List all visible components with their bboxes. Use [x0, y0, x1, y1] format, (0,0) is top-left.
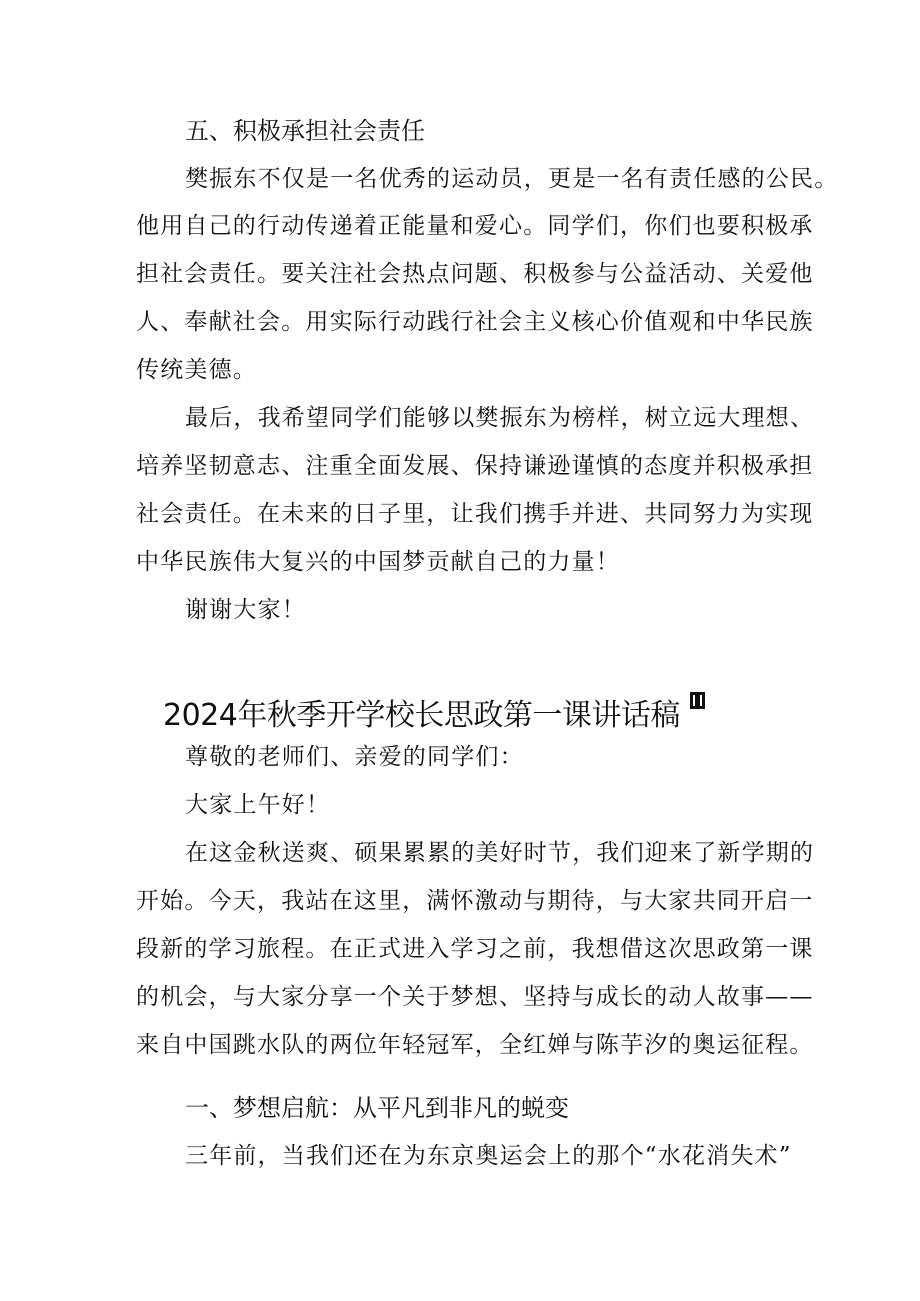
salutation: 尊敬的老师们、亲爱的同学们：: [185, 744, 524, 770]
paragraph-line: 中华民族伟大复兴的中国梦贡献自己的力量！: [136, 549, 620, 575]
paragraph-line: 他用自己的行动传递着正能量和爱心。同学们，你们也要积极承: [136, 213, 814, 239]
paragraph-line: 在这金秋送爽、硕果累累的美好时节，我们迎来了新学期的: [185, 840, 815, 866]
page-title-text: 2024年秋季开学校长思政第一课讲话稿: [163, 698, 680, 733]
paragraph-line: 开始。今天，我站在这里，满怀激动与期待，与大家共同开启一: [136, 888, 814, 914]
paragraph-line: 樊振东不仅是一名优秀的运动员，更是一名有责任感的公民。: [185, 166, 839, 192]
paragraph-line: 段新的学习旅程。在正式进入学习之前，我想借这次思政第一课: [136, 936, 814, 962]
paragraph-line: 担社会责任。要关注社会热点问题、积极参与公益活动、关爱他: [136, 261, 814, 287]
paragraph-line: 人、奉献社会。用实际行动践行社会主义核心价值观和中华民族: [136, 309, 814, 335]
paragraph-line: 三年前，当我们还在为东京奥运会上的那个“水花消失术”: [185, 1143, 792, 1169]
paragraph-line: 的机会，与大家分享一个关于梦想、坚持与成长的动人故事——: [136, 984, 814, 1010]
title-marker-icon: [690, 692, 705, 709]
section-heading: 一、梦想启航：从平凡到非凡的蜕变: [185, 1094, 569, 1122]
paragraph-line: 社会责任。在未来的日子里，让我们携手并进、共同努力为实现: [136, 501, 814, 527]
section-heading: 五、积极承担社会责任: [185, 117, 425, 145]
page-title: [163, 696, 705, 736]
paragraph-line: 最后，我希望同学们能够以樊振东为榜样，树立远大理想、: [185, 405, 815, 431]
paragraph-line: 来自中国跳水队的两位年轻冠军，全红婵与陈芋汐的奥运征程。: [136, 1032, 814, 1058]
paragraph-line: 培养坚韧意志、注重全面发展、保持谦逊谨慎的态度并积极承担: [136, 453, 814, 479]
paragraph-line: 传统美德。: [136, 357, 257, 383]
thanks-line: 谢谢大家！: [185, 597, 306, 623]
greeting: 大家上午好！: [185, 792, 331, 818]
